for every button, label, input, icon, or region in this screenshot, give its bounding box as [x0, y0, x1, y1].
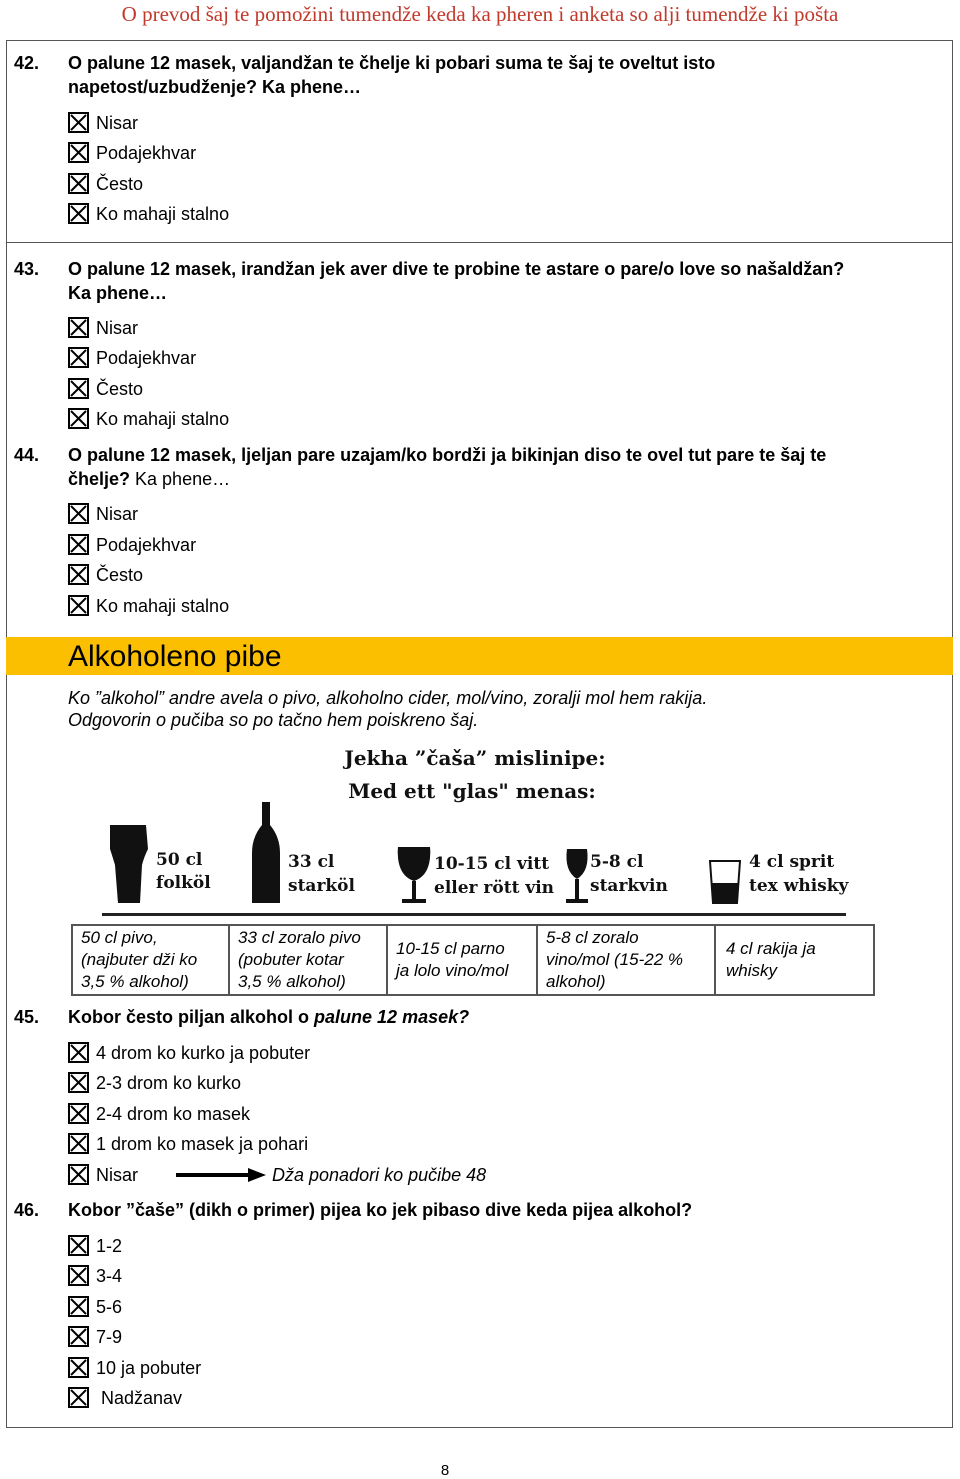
option-label: 1 drom ko masek ja pohari — [96, 1134, 309, 1154]
question-number: 46. — [14, 1200, 40, 1220]
checkbox-x-icon[interactable] — [68, 408, 89, 429]
option-label: Nisar — [96, 1165, 139, 1185]
question-text-bold: Kobor često piljan alkohol o — [68, 1007, 315, 1027]
option-q46-2[interactable] — [68, 1295, 122, 1319]
table-cell — [72, 925, 229, 995]
checkbox-x-icon[interactable] — [68, 1296, 89, 1317]
wine-glass-icon — [398, 847, 430, 903]
option-label: 2-4 drom ko masek — [96, 1104, 251, 1124]
tumbler-glass-icon — [710, 861, 740, 903]
option-q43-2[interactable] — [68, 377, 143, 401]
cell-line: 33 cl zoralo pivo — [238, 928, 361, 947]
glass-baseline — [102, 913, 846, 916]
question-number: 43. — [14, 259, 40, 279]
option-label: 2-3 drom ko kurko — [96, 1073, 242, 1093]
glass-label-1a: 50 cl — [156, 850, 203, 870]
checkbox-x-icon[interactable] — [68, 1235, 89, 1256]
section-intro-line1: Ko ”alkohol” andre avela o pivo, alkoholno cider, mol/vino, zoralji mol hem rakija. — [68, 688, 708, 708]
glass-label-4a: 5-8 cl — [590, 852, 644, 872]
checkbox-x-icon[interactable] — [68, 142, 89, 163]
checkbox-x-icon[interactable] — [68, 503, 89, 524]
checkbox-x-icon[interactable] — [68, 1133, 89, 1154]
option-label: Ko mahaji stalno — [96, 204, 230, 224]
option-label: 7-9 — [96, 1327, 123, 1347]
cell-line: 3,5 % alkohol) — [81, 972, 189, 991]
question-text — [68, 1006, 469, 1029]
option-q42-0[interactable] — [68, 111, 138, 135]
question-text: Kobor ”čaše” (dikh o primer) pijea ko jek pibaso dive keda pijea alkohol? — [68, 1200, 693, 1220]
option-q45-3[interactable] — [68, 1132, 308, 1156]
option-q45-1[interactable] — [68, 1071, 241, 1095]
section-intro-line2: Odgovorin o pučiba so po tačno hem poiskreno šaj. — [68, 710, 479, 730]
cell-line: 5-8 cl zoralo — [546, 928, 639, 947]
option-label: 5-6 — [96, 1297, 123, 1317]
option-label: Nadžanav — [96, 1388, 183, 1408]
glass-label-5b: tex whisky — [749, 876, 849, 896]
checkbox-x-icon[interactable] — [68, 1357, 89, 1378]
option-label: 1-2 — [96, 1236, 123, 1256]
section-intro — [68, 687, 707, 731]
checkbox-x-icon[interactable] — [68, 173, 89, 194]
table-cell — [537, 925, 715, 995]
table-row — [72, 925, 874, 995]
cell-line: 10-15 cl parno — [396, 939, 505, 958]
cell-line: ja lolo vino/mol — [396, 961, 509, 980]
checkbox-x-icon[interactable] — [68, 203, 89, 224]
sherry-glass-icon — [566, 849, 588, 903]
question-text-italic: palune 12 masek? — [314, 1007, 470, 1027]
option-q46-0[interactable] — [68, 1234, 122, 1258]
glass-label-5a: 4 cl sprit — [749, 852, 835, 872]
glass-label-2b: starköl — [288, 876, 355, 896]
option-q44-0[interactable] — [68, 502, 138, 526]
cell-line: (pobuter kotar — [238, 950, 344, 969]
table-cell — [715, 925, 874, 995]
checkbox-x-icon[interactable] — [68, 1042, 89, 1063]
option-label: 4 drom ko kurko ja pobuter — [96, 1043, 311, 1063]
question-text-line2 — [68, 468, 230, 491]
option-q44-3[interactable] — [68, 594, 229, 618]
option-q43-0[interactable] — [68, 316, 138, 340]
option-q42-1[interactable] — [68, 141, 196, 165]
checkbox-x-icon[interactable] — [68, 1072, 89, 1093]
cell-line: 50 cl pivo, — [81, 928, 158, 947]
page-number: 8 — [440, 1462, 450, 1479]
option-q46-4[interactable] — [68, 1356, 201, 1380]
checkbox-x-icon[interactable] — [68, 564, 89, 585]
glass-label-3a: 10-15 cl vitt — [434, 854, 550, 874]
section-title: Alkoholeno pibe — [68, 640, 282, 673]
option-q44-2[interactable] — [68, 563, 143, 587]
question-text-line1: O palune 12 masek, ljeljan pare uzajam/ko bordži ja bikinjan diso te ovel tut pare te šaj te — [68, 445, 827, 465]
table-cell — [387, 925, 537, 995]
checkbox-x-icon[interactable] — [68, 378, 89, 399]
option-q44-1[interactable] — [68, 533, 196, 557]
glass-title-1: Jekha ”čaša” mislinipe: — [344, 746, 606, 770]
checkbox-x-icon[interactable] — [68, 534, 89, 555]
glass-label-2a: 33 cl — [288, 852, 335, 872]
question-text-plain: Ka phene… — [130, 469, 231, 489]
option-label: Nisar — [96, 504, 139, 524]
option-label: Podajekhvar — [96, 535, 197, 555]
option-q42-2[interactable] — [68, 172, 143, 196]
question-number: 45. — [14, 1007, 40, 1027]
option-q43-1[interactable] — [68, 346, 196, 370]
glass-illustration — [100, 745, 860, 923]
bottle-icon — [252, 802, 280, 903]
question-text-line1: O palune 12 masek, irandžan jek aver dive te probine te astare o pare/o love so našaldžan? — [68, 259, 845, 279]
option-q42-3[interactable] — [68, 202, 229, 226]
option-q45-2[interactable] — [68, 1102, 250, 1126]
page-header: O prevod šaj te pomožini tumendže keda ka pheren i anketa so alji tumendže ki pošta — [121, 2, 839, 26]
option-label: Podajekhvar — [96, 348, 197, 368]
glass-size-table — [71, 924, 875, 996]
checkbox-x-icon[interactable] — [68, 1326, 89, 1347]
option-q46-5[interactable] — [68, 1386, 182, 1410]
cell-line: whisky — [726, 961, 778, 980]
option-q45-4[interactable] — [68, 1163, 138, 1187]
beer-glass-icon — [110, 825, 148, 903]
question-number: 42. — [14, 53, 40, 73]
checkbox-x-icon[interactable] — [68, 1164, 89, 1185]
cell-line: 3,5 % alkohol) — [238, 972, 346, 991]
checkbox-x-icon[interactable] — [68, 112, 89, 133]
skip-instruction: Dža ponadori ko pučibe 48 — [272, 1165, 487, 1185]
question-text-bold: čhelje? — [68, 469, 131, 489]
cell-line: 4 cl rakija ja — [726, 939, 816, 958]
cell-line: alkohol) — [546, 972, 606, 991]
option-q46-1[interactable] — [68, 1264, 122, 1288]
checkbox-x-icon[interactable] — [68, 1265, 89, 1286]
checkbox-x-icon[interactable] — [68, 1387, 89, 1408]
option-q45-0[interactable] — [68, 1041, 310, 1065]
checkbox-x-icon[interactable] — [68, 317, 89, 338]
question-text-line2: napetost/uzbudženje? Ka phene… — [68, 77, 362, 97]
option-label: Često — [96, 379, 144, 399]
arrow-right-icon — [176, 1168, 266, 1182]
checkbox-x-icon[interactable] — [68, 347, 89, 368]
option-label: 10 ja pobuter — [96, 1358, 202, 1378]
glass-title-2: Med ett "glas" menas: — [348, 779, 596, 803]
option-q46-3[interactable] — [68, 1325, 122, 1349]
option-label: 3-4 — [96, 1266, 123, 1286]
glass-label-4b: starkvin — [590, 876, 668, 896]
option-q43-3[interactable] — [68, 407, 229, 431]
cell-line: (najbuter dži ko — [81, 950, 198, 969]
table-cell — [229, 925, 387, 995]
glass-label-1b: folköl — [156, 873, 211, 893]
option-label: Ko mahaji stalno — [96, 596, 230, 616]
cell-line: vino/mol (15-22 % — [546, 950, 684, 969]
question-text-line1: O palune 12 masek, valjandžan te čhelje ki pobari suma te šaj te oveltut isto — [68, 53, 716, 73]
option-label: Često — [96, 565, 144, 585]
option-label: Podajekhvar — [96, 143, 197, 163]
question-number: 44. — [14, 445, 40, 465]
option-label: Nisar — [96, 113, 139, 133]
checkbox-x-icon[interactable] — [68, 1103, 89, 1124]
option-label: Često — [96, 174, 144, 194]
question-text-line2: Ka phene… — [68, 283, 168, 303]
option-label: Ko mahaji stalno — [96, 409, 230, 429]
checkbox-x-icon[interactable] — [68, 595, 89, 616]
glass-label-3b: eller rött vin — [434, 878, 555, 898]
question-divider — [6, 242, 953, 243]
option-label: Nisar — [96, 318, 139, 338]
